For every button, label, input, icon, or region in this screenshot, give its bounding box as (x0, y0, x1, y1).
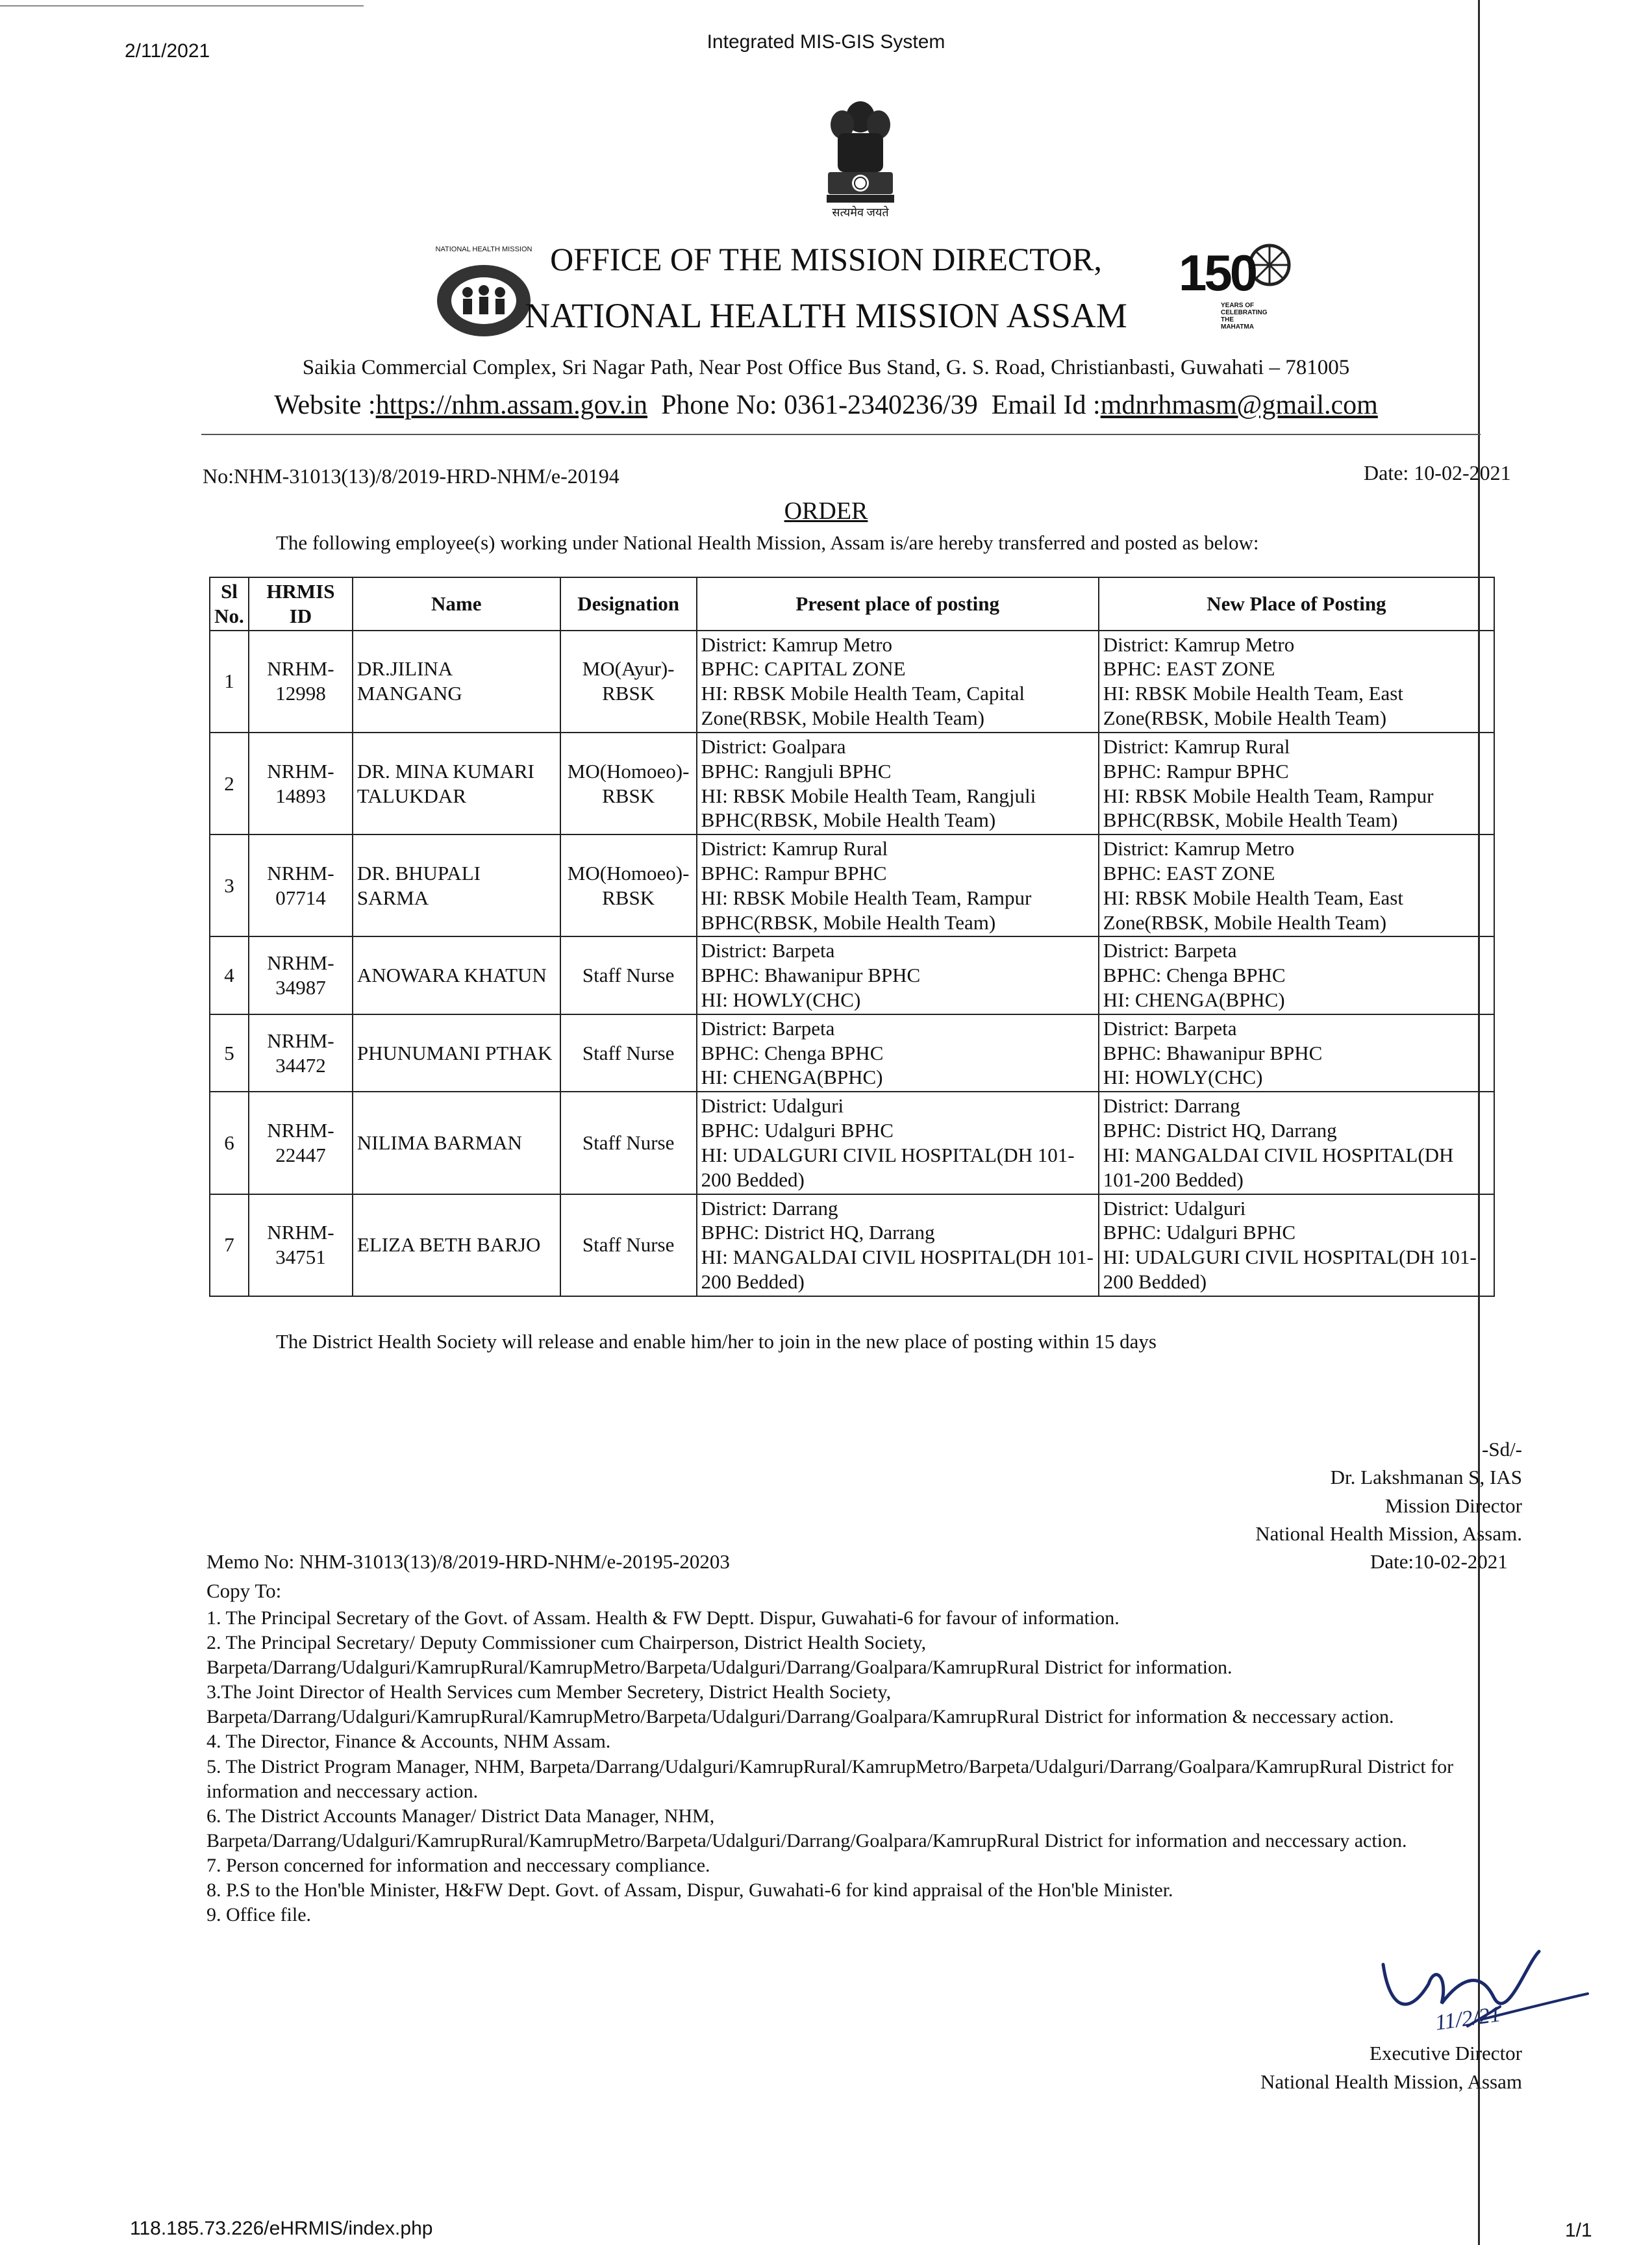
email-link[interactable]: mdnrhmasm@gmail.com (1100, 390, 1378, 420)
cell-hrmis-id: NRHM-22447 (249, 1092, 353, 1194)
posting-line: District: Goalpara (701, 734, 846, 758)
header-hrmis-id: HRMIS ID (249, 577, 353, 631)
cell-name: NILIMA BARMAN (353, 1092, 560, 1194)
cell-hrmis-id: NRHM-12998 (249, 631, 353, 733)
signed-marker: -Sd/- (1482, 1438, 1522, 1461)
list-item: 7. Person concerned for information and neccessary compliance. (206, 1854, 710, 1876)
posting-line: HI: HOWLY(CHC) (701, 988, 861, 1011)
order-intro: The following employee(s) working under National Health Mission, Assam is/are hereby transferred and posted as below: (276, 531, 1259, 554)
cell-name: PHUNUMANI PTHAK (353, 1014, 560, 1092)
print-title: Integrated MIS-GIS System (707, 31, 945, 53)
print-date: 2/11/2021 (125, 40, 210, 62)
cell-present-posting (697, 1014, 1099, 1092)
cell-sl-no: 2 (210, 733, 249, 834)
executive-title: Executive Director (1370, 2042, 1522, 2064)
cell-present-posting (697, 1194, 1099, 1296)
cell-name: DR. BHUPALI SARMA (353, 834, 560, 936)
phone-label: Phone No: (661, 390, 784, 420)
footer-page-number: 1/1 (1565, 2220, 1592, 2241)
posting-line: District: Kamrup Metro (1103, 837, 1295, 860)
header-designation: Designation (560, 577, 697, 631)
gandhi-logo-number: 150 (1179, 244, 1256, 301)
scan-artifact-line (0, 5, 364, 6)
posting-line: HI: CHENGA(BPHC) (1103, 988, 1285, 1011)
posting-line: HI: RBSK Mobile Health Team, East Zone(RBSK, Mobile Health Team) (1103, 886, 1403, 934)
table-row (210, 834, 1494, 936)
order-date: Date: 10-02-2021 (1364, 461, 1511, 484)
header-new-posting: New Place of Posting (1099, 577, 1494, 631)
posting-line: District: Kamrup Metro (1103, 633, 1295, 656)
footer-url: 118.185.73.226/eHRMIS/index.php (130, 2218, 433, 2239)
cell-new-posting (1099, 936, 1494, 1014)
signature-date: 11/2/21 (1433, 2002, 1503, 2035)
cell-designation: Staff Nurse (560, 1014, 697, 1092)
posting-line: District: Barpeta (1103, 1016, 1237, 1040)
posting-line: District: Barpeta (701, 939, 835, 962)
executive-org: National Health Mission, Assam (1260, 2070, 1522, 2094)
table-header-row (210, 577, 1494, 631)
cell-designation: MO(Homoeo)-RBSK (560, 834, 697, 936)
cell-hrmis-id: NRHM-34987 (249, 936, 353, 1014)
cell-hrmis-id: NRHM-07714 (249, 834, 353, 936)
list-item: 1. The Principal Secretary of the Govt. of Assam. Health & FW Deptt. Dispur, Guwahati-6 for favour of information. (206, 1607, 1120, 1629)
cell-name: ANOWARA KHATUN (353, 936, 560, 1014)
cell-new-posting (1099, 1014, 1494, 1092)
cell-sl-no: 7 (210, 1194, 249, 1296)
phone-number: 0361-2340236/39 (784, 390, 978, 420)
cell-designation: MO(Homoeo)-RBSK (560, 733, 697, 834)
posting-line: HI: RBSK Mobile Health Team, Rangjuli BPHC(RBSK, Mobile Health Team) (701, 784, 1036, 832)
posting-line: District: Darrang (1103, 1094, 1240, 1118)
list-item: 8. P.S to the Hon'ble Minister, H&FW Dept. Govt. of Assam, Dispur, Guwahati-6 for kind appraisal of the Hon'ble Minister. (206, 1879, 1173, 1901)
cell-name: ELIZA BETH BARJO (353, 1194, 560, 1296)
cell-designation: Staff Nurse (560, 1194, 697, 1296)
posting-line: BPHC: Rangjuli BPHC (701, 759, 892, 783)
office-address: Saikia Commercial Complex, Sri Nagar Path, Near Post Office Bus Stand, G. S. Road, Christianbasti, Guwahati – 781005 (302, 356, 1350, 379)
posting-line: HI: UDALGURI CIVIL HOSPITAL(DH 101-200 Bedded) (1103, 1246, 1477, 1293)
cell-present-posting (697, 936, 1099, 1014)
list-item: 6. The District Accounts Manager/ District Data Manager, NHM, Barpeta/Darrang/Udalguri/KamrupRural/KamrupMetro/Barpeta/Udalguri/Darrang/Goalpara/KamrupRural District for information and neccessary action. (206, 1805, 1407, 1851)
posting-line: BPHC: Chenga BPHC (701, 1041, 884, 1064)
cell-sl-no: 4 (210, 936, 249, 1014)
posting-line: District: Darrang (701, 1196, 838, 1220)
cell-sl-no: 6 (210, 1092, 249, 1194)
cell-new-posting (1099, 733, 1494, 834)
table-row (210, 1092, 1494, 1194)
cell-sl-no: 1 (210, 631, 249, 733)
cell-present-posting (697, 631, 1099, 733)
header-present-posting: Present place of posting (697, 577, 1099, 631)
order-number: No:NHM-31013(13)/8/2019-HRD-NHM/e-20194 (203, 464, 620, 488)
posting-line: District: Udalguri (1103, 1196, 1246, 1220)
cell-name: DR.JILINA MANGANG (353, 631, 560, 733)
release-note: The District Health Society will release and enable him/her to join in the new place of posting within 15 days (276, 1330, 1157, 1353)
office-title: OFFICE OF THE MISSION DIRECTOR, (550, 241, 1102, 277)
header-sl-no: Sl No. (210, 577, 249, 631)
posting-line: HI: RBSK Mobile Health Team, Rampur BPHC(RBSK, Mobile Health Team) (701, 886, 1032, 934)
posting-line: HI: HOWLY(CHC) (1103, 1066, 1263, 1089)
emblem-motto: सत्यमेव जयते (832, 206, 889, 219)
posting-line: BPHC: EAST ZONE (1103, 861, 1275, 884)
table-row (210, 1194, 1494, 1296)
header-divider (201, 434, 1481, 435)
posting-line: District: Barpeta (701, 1016, 835, 1040)
posting-line: BPHC: CAPITAL ZONE (701, 657, 906, 681)
table-row (210, 631, 1494, 733)
list-item: 9. Office file. (206, 1904, 312, 1926)
memo-date: Date:10-02-2021 (1370, 1550, 1508, 1573)
posting-line: BPHC: Udalguri BPHC (701, 1119, 894, 1142)
cell-sl-no: 5 (210, 1014, 249, 1092)
posting-line: HI: UDALGURI CIVIL HOSPITAL(DH 101-200 Bedded) (701, 1143, 1075, 1191)
cell-new-posting (1099, 631, 1494, 733)
posting-line: BPHC: Rampur BPHC (1103, 759, 1289, 783)
posting-line: HI: RBSK Mobile Health Team, East Zone(RBSK, Mobile Health Team) (1103, 682, 1403, 730)
nhm-logo-text: NATIONAL HEALTH MISSION (435, 245, 532, 253)
website-link[interactable]: https://nhm.assam.gov.in (375, 390, 648, 420)
header-name: Name (353, 577, 560, 631)
cell-present-posting (697, 733, 1099, 834)
list-item: 4. The Director, Finance & Accounts, NHM Assam. (206, 1731, 611, 1753)
table-row (210, 936, 1494, 1014)
posting-line: HI: CHENGA(BPHC) (701, 1066, 883, 1089)
table-body (210, 631, 1494, 1296)
signatory-name: Dr. Lakshmanan S, IAS (1330, 1466, 1522, 1489)
posting-line: BPHC: EAST ZONE (1103, 657, 1275, 681)
gandhi-logo-text: YEARS OF CELEBRATING THE MAHATMA (1221, 302, 1268, 331)
posting-line: BPHC: Chenga BPHC (1103, 964, 1286, 987)
list-item: 5. The District Program Manager, NHM, Barpeta/Darrang/Udalguri/KamrupRural/KamrupMetro/Barpeta/Udalguri/Darrang/Goalpara/KamrupRural District for information and neccessary action. (206, 1755, 1454, 1802)
posting-line: HI: MANGALDAI CIVIL HOSPITAL(DH 101-200 Bedded) (701, 1246, 1094, 1293)
memo-number: Memo No: NHM-31013(13)/8/2019-HRD-NHM/e-20195-20203 (206, 1550, 730, 1573)
cell-sl-no: 3 (210, 834, 249, 936)
posting-line: BPHC: Udalguri BPHC (1103, 1221, 1296, 1244)
posting-line: District: Barpeta (1103, 939, 1237, 962)
copy-to-list (206, 1606, 1531, 1927)
posting-line: BPHC: District HQ, Darrang (1103, 1119, 1337, 1142)
posting-line: HI: RBSK Mobile Health Team, Rampur BPHC(RBSK, Mobile Health Team) (1103, 784, 1434, 832)
executive-director-block (1260, 2039, 1522, 2096)
cell-hrmis-id: NRHM-14893 (249, 733, 353, 834)
cell-present-posting (697, 1092, 1099, 1194)
cell-name: DR. MINA KUMARI TALUKDAR (353, 733, 560, 834)
posting-line: BPHC: Bhawanipur BPHC (701, 964, 921, 987)
table-row (210, 1014, 1494, 1092)
posting-line: District: Udalguri (701, 1094, 844, 1118)
cell-hrmis-id: NRHM-34472 (249, 1014, 353, 1092)
posting-line: District: Kamrup Rural (701, 837, 888, 860)
posting-line: BPHC: Bhawanipur BPHC (1103, 1041, 1323, 1064)
list-item: 3.The Joint Director of Health Services cum Member Secretery, District Health Society, Barpeta/Darrang/Udalguri/KamrupRural/KamrupMetro/Barpeta/Udalguri/Darrang/Goalpara/KamrupRural District for information & neccessary action. (206, 1681, 1394, 1728)
website-label: Website : (274, 390, 376, 420)
cell-designation: Staff Nurse (560, 936, 697, 1014)
cell-new-posting (1099, 834, 1494, 936)
office-contact (0, 390, 1652, 421)
cell-hrmis-id: NRHM-34751 (249, 1194, 353, 1296)
mission-director-signature-block (1255, 1435, 1522, 1548)
signatory-title: Mission Director (1385, 1494, 1522, 1517)
posting-line: District: Kamrup Metro (701, 633, 893, 656)
office-name: NATIONAL HEALTH MISSION ASSAM (525, 296, 1127, 335)
transfer-table (209, 577, 1495, 1297)
cell-designation: MO(Ayur)-RBSK (560, 631, 697, 733)
handwritten-signature (1370, 1938, 1591, 2052)
cell-designation: Staff Nurse (560, 1092, 697, 1194)
posting-line: BPHC: Rampur BPHC (701, 861, 887, 884)
posting-line: HI: MANGALDAI CIVIL HOSPITAL(DH 101-200 Bedded) (1103, 1143, 1454, 1191)
signatory-org: National Health Mission, Assam. (1255, 1522, 1522, 1546)
copy-to-label: Copy To: (206, 1579, 282, 1602)
table-row (210, 733, 1494, 834)
cell-new-posting (1099, 1194, 1494, 1296)
posting-line: District: Kamrup Rural (1103, 734, 1290, 758)
order-heading: ORDER (784, 497, 868, 525)
cell-new-posting (1099, 1092, 1494, 1194)
email-label: Email Id : (991, 390, 1101, 420)
posting-line: HI: RBSK Mobile Health Team, Capital Zone(RBSK, Mobile Health Team) (701, 682, 1025, 730)
list-item: 2. The Principal Secretary/ Deputy Commissioner cum Chairperson, District Health Society, Barpeta/Darrang/Udalguri/KamrupRural/KamrupMetro/Barpeta/Udalguri/Darrang/Goalpara/KamrupRural District for information. (206, 1632, 1233, 1679)
posting-line: BPHC: District HQ, Darrang (701, 1221, 935, 1244)
cell-present-posting (697, 834, 1099, 936)
